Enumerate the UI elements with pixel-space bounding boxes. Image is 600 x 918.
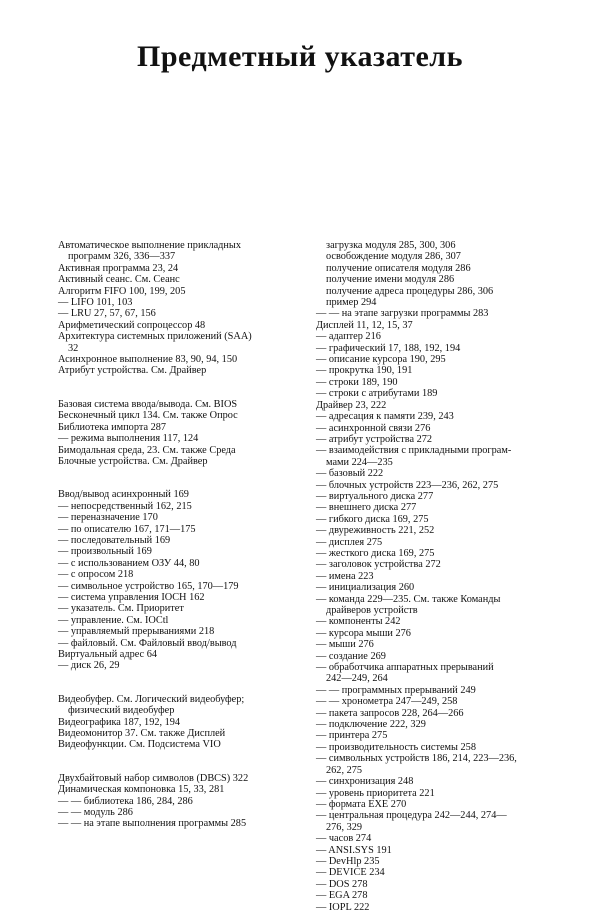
index-entry: — — на этапе загрузки программы 283 [316, 308, 489, 320]
index-entry: — блочных устройств 223—236, 262, 275 [316, 479, 499, 491]
index-entry: Активная программа 23, 24 [58, 262, 179, 274]
index-entry: — компоненты 242 [316, 616, 401, 628]
index-entry: — IOPL 222 [316, 901, 370, 913]
index-entry: — подключение 222, 329 [316, 719, 426, 731]
index-entry: 242—249, 264 [326, 673, 388, 685]
index-entry: Ввод/вывод асинхронный 169 [58, 489, 189, 501]
index-entry: — переназначение 170 [58, 512, 158, 524]
index-entry: получение имени модуля 286 [326, 274, 455, 286]
index-entry: получение адреса процедуры 286, 306 [326, 285, 494, 297]
index-entry: — с использованием ОЗУ 44, 80 [58, 557, 200, 569]
index-entry: Двухбайтовый набор символов (DBCS) 322 [58, 772, 249, 784]
index-entry: — — программных прерываний 249 [316, 684, 476, 696]
index-entry: Блочные устройства. См. Драйвер [58, 455, 208, 467]
index-entry: — жесткого диска 169, 275 [316, 547, 435, 559]
index-entry: — непосредственный 162, 215 [58, 500, 192, 512]
index-entry: Асинхронное выполнение 83, 90, 94, 150 [58, 354, 238, 366]
index-entry: — файловый. См. Файловый ввод/вывод [58, 637, 237, 649]
section-gap [58, 751, 306, 773]
index-entry: Атрибут устройства. См. Драйвер [58, 365, 207, 377]
index-entry: — ANSI.SYS 191 [316, 844, 392, 856]
index-entry: — символьное устройство 165, 170—179 [58, 580, 239, 592]
index-entry: Библиотека импорта 287 [58, 421, 167, 433]
index-entry: — диск 26, 29 [58, 660, 120, 672]
index-entry: — описание курсора 190, 295 [316, 354, 446, 366]
index-entry: — пакета запросов 228, 264—266 [316, 707, 464, 719]
index-entry: драйверов устройств [326, 605, 418, 616]
index-entry: — последовательный 169 [58, 534, 171, 546]
index-entry: — формата EXE 270 [316, 798, 407, 810]
index-entry: — указатель. См. Приоритет [58, 603, 184, 615]
index-entry: Динамическая компоновка 15, 33, 281 [58, 784, 225, 796]
index-entry: пример 294 [326, 297, 377, 309]
index-entry: — принтера 275 [316, 730, 388, 742]
index-entry: — система управления IOCH 162 [58, 591, 205, 603]
index-entry: — адресация к памяти 239, 243 [316, 411, 454, 423]
index-entry: Виртуальный адрес 64 [58, 649, 158, 660]
index-entry: получение описателя модуля 286 [326, 262, 471, 274]
index-entry: — LRU 27, 57, 67, 156 [58, 308, 156, 320]
index-entry: — часов 274 [316, 833, 372, 845]
section-gap [58, 467, 306, 489]
index-entry: — внешнего диска 277 [316, 502, 417, 514]
index-entry: — инициализация 260 [316, 582, 415, 594]
index-entry: — произвольный 169 [58, 546, 152, 558]
index-entry: 262, 275 [326, 764, 363, 776]
index-entry: Алгоритм FIFO 100, 199, 205 [58, 285, 186, 297]
index-entry: — управляемый прерываниями 218 [58, 626, 215, 638]
index-entry: — LIFO 101, 103 [58, 297, 133, 309]
index-entry: физический видеобуфер [68, 705, 175, 717]
index-entry: — курсора мыши 276 [316, 627, 411, 639]
index-entry: — уровень приоритета 221 [316, 787, 435, 799]
index-entry: — двуреживность 221, 252 [316, 525, 435, 537]
index-entry: — виртуального диска 277 [316, 490, 434, 502]
index-entry: — режима выполнения 117, 124 [58, 433, 199, 445]
index-entry: — обработчика аппаратных прерываний [316, 662, 494, 674]
index-entry: — атрибут устройства 272 [316, 433, 433, 445]
index-entry: загрузка модуля 285, 300, 306 [326, 240, 456, 251]
index-entry: Видеографика 187, 192, 194 [58, 716, 181, 728]
index-entry: — строки 189, 190 [316, 376, 398, 388]
index-entry: — дисплея 275 [316, 536, 383, 548]
section-gap [58, 377, 306, 399]
index-entry: Видеобуфер. См. Логический видеобуфер; [58, 693, 245, 705]
index-entry: Видеофункции. См. Подсистема VIO [58, 739, 221, 751]
index-entry: — асинхронной связи 276 [316, 422, 431, 434]
index-entry: — гибкого диска 169, 275 [316, 513, 429, 525]
index-entry: — DEVICE 234 [316, 867, 385, 879]
index-entry: — — модуль 286 [58, 807, 133, 819]
index-entry: — мыши 276 [316, 639, 374, 651]
index-entry: — DevHlp 235 [316, 855, 380, 867]
index-entry: — EGA 278 [316, 890, 368, 902]
index-entry: — по описателю 167, 171—175 [58, 523, 196, 535]
page-title: Предметный указатель [137, 40, 463, 73]
index-entry: — управление. См. IOCtl [58, 614, 169, 626]
index-entry: — синхронизация 248 [316, 776, 414, 788]
index-entry: Бимодальная среда, 23. См. также Среда [58, 444, 236, 456]
index-entry: — команда 229—235. См. также Команды [316, 593, 501, 605]
index-entry: — графический 17, 188, 192, 194 [316, 342, 461, 354]
index-entry: Базовая система ввода/вывода. См. BIOS [58, 398, 238, 410]
index-entry: Бесконечный цикл 134. См. также Опрос [58, 410, 238, 422]
index-column-left [58, 240, 306, 830]
index-entry: Автоматическое выполнение прикладных [58, 240, 241, 251]
index-entry: — символьных устройств 186, 214, 223—236, [316, 753, 517, 765]
index-entry: 32 [68, 342, 79, 354]
index-entry: — DOS 278 [316, 878, 368, 890]
section-gap [58, 672, 306, 694]
index-entry: — базовый 222 [316, 468, 384, 480]
index-entry: — взаимодействия с прикладными програм- [316, 445, 512, 457]
index-entry: — — библиотека 186, 284, 286 [58, 795, 193, 807]
index-entry: освобождение модуля 286, 307 [326, 251, 461, 263]
index-entry: Драйвер 23, 222 [316, 399, 387, 411]
index-entry: — — на этапе выполнения программы 285 [58, 818, 247, 830]
index-column-right [316, 240, 556, 913]
index-entry: — адаптер 216 [316, 331, 381, 343]
index-entry: программ 326, 336—337 [68, 251, 176, 263]
index-entry: Активный сеанс. См. Сеанс [58, 274, 180, 286]
index-entry: — строки с атрибутами 189 [316, 388, 438, 400]
index-entry: — имена 223 [316, 570, 374, 582]
index-entry: — — хронометра 247—249, 258 [316, 696, 458, 708]
index-entry: Видеомонитор 37. См. также Дисплей [58, 728, 226, 740]
index-entry: Дисплей 11, 12, 15, 37 [316, 319, 413, 331]
index-entry: Арифметический сопроцессор 48 [58, 319, 206, 331]
index-entry: — создание 269 [316, 650, 386, 662]
index-entry: мами 224—235 [326, 456, 393, 468]
index-entry: 276, 329 [326, 821, 363, 833]
index-entry: — заголовок устройства 272 [316, 559, 441, 571]
index-entry: — с опросом 218 [58, 569, 134, 581]
index-entry: — центральная процедура 242—244, 274— [316, 810, 507, 822]
index-entry: Архитектура системных приложений (SAA) [58, 331, 252, 343]
index-entry: — прокрутка 190, 191 [316, 365, 413, 377]
index-entry: — производительность системы 258 [316, 741, 476, 753]
